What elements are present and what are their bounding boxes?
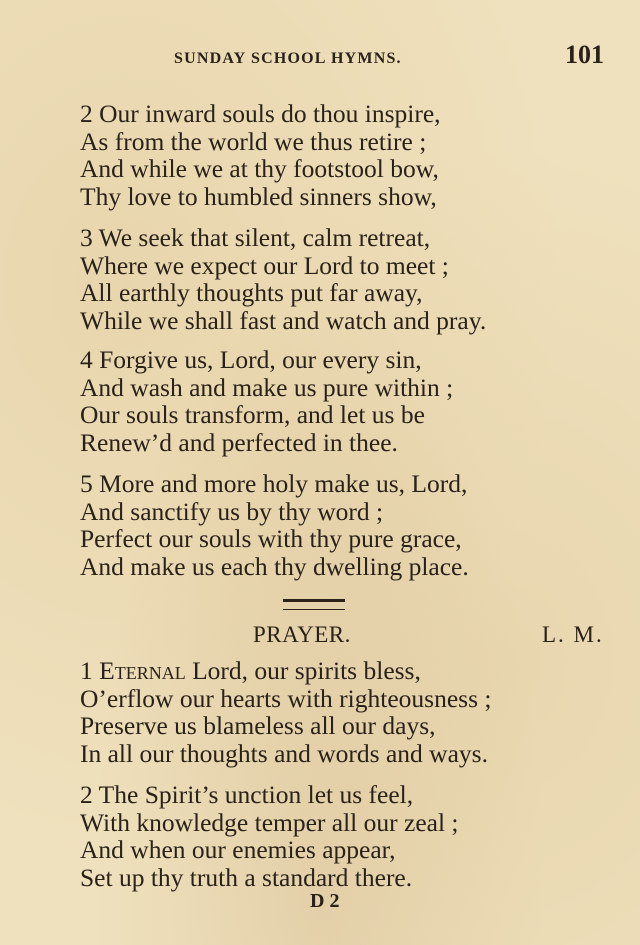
stanza-number: 1	[80, 656, 93, 685]
stanza-2	[80, 100, 441, 210]
verse-line: With knowledge temper all our zeal ;	[80, 807, 459, 837]
verse-line: As from the world we thus retire ;	[80, 126, 427, 156]
verse-line: In all our thoughts and words and ways.	[80, 738, 488, 768]
stanza-4	[80, 346, 453, 456]
signature-mark: D 2	[310, 890, 340, 912]
verse-line: Thy love to humbled sinners show,	[80, 181, 437, 211]
verse-line	[80, 657, 491, 685]
line-text: More and more holy make us, Lord,	[99, 469, 468, 498]
hymn-title: PRAYER.	[253, 622, 351, 647]
stanza-number: 3	[80, 223, 93, 252]
verse-line: Our souls transform, and let us be	[80, 400, 425, 429]
page-number: 101	[565, 40, 604, 69]
verse-line: All earthly thoughts put far away,	[80, 278, 423, 307]
stanza-5	[80, 470, 469, 580]
verse-line: Where we expect our Lord to meet ;	[80, 250, 449, 280]
verse-line: And sanctify us by thy word ;	[80, 496, 384, 526]
stanza-number: 4	[80, 345, 93, 374]
line-text: Lord, our spirits bless,	[185, 656, 421, 685]
opening-word: Eternal	[99, 656, 186, 685]
verse-line	[80, 781, 459, 809]
stanza-number: 2	[80, 99, 93, 128]
stanza-3	[80, 224, 486, 334]
stanza-number: 5	[80, 469, 93, 498]
verse-line	[80, 346, 453, 374]
verse-line: While we shall fast and watch and pray.	[80, 305, 487, 335]
line-text: Forgive us, Lord, our every sin,	[99, 345, 422, 374]
verse-line	[80, 224, 486, 252]
verse-line: And make us each thy dwelling place.	[80, 551, 469, 581]
hymn-meter: L. M.	[542, 622, 604, 647]
line-text: We seek that silent, calm retreat,	[98, 223, 431, 252]
verse-line: Set up thy truth a standard there.	[80, 862, 413, 892]
verse-line: Preserve us blameless all our days,	[80, 711, 436, 740]
verse-line: Perfect our souls with thy pure grace,	[80, 524, 462, 553]
verse-line	[80, 100, 441, 128]
verse-line: And wash and make us pure within ;	[80, 372, 454, 402]
running-head: SUNDAY SCHOOL HYMNS.	[174, 50, 402, 67]
verse-line: And while we at thy footstool bow,	[80, 154, 439, 183]
prayer-stanza-2	[80, 781, 459, 891]
verse-line	[80, 470, 469, 498]
verse-line: Renew’d and perfected in thee.	[80, 427, 398, 457]
verse-line: O’erflow our hearts with righteousness ;	[80, 683, 492, 713]
prayer-stanza-1	[80, 657, 491, 767]
stanza-number: 2	[80, 780, 93, 809]
line-text: The Spirit’s unction let us feel,	[98, 780, 414, 809]
line-text: Our inward souls do thou inspire,	[99, 99, 441, 128]
section-rule	[283, 599, 345, 610]
verse-line: And when our enemies appear,	[80, 835, 396, 864]
